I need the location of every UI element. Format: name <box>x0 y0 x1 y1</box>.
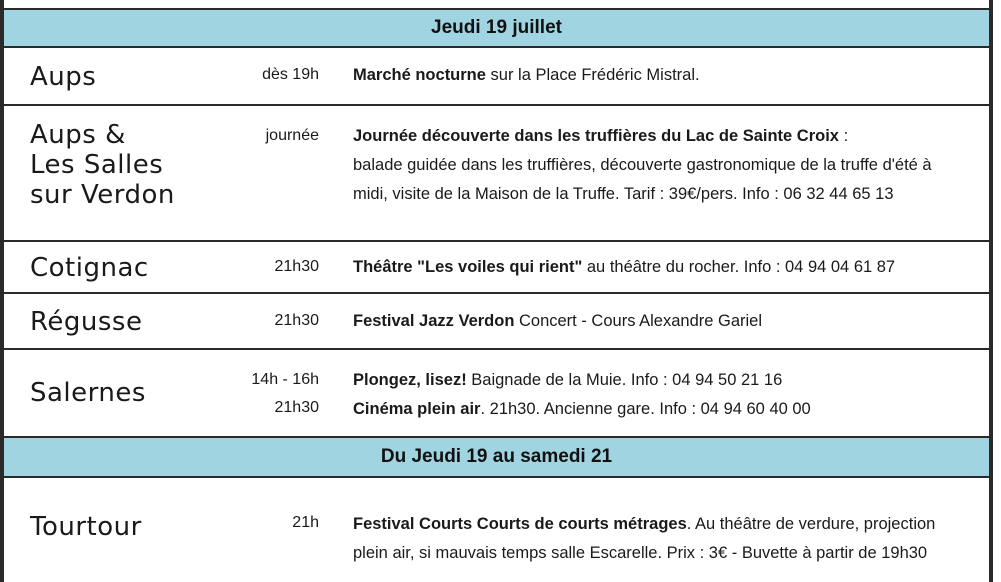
event-description <box>353 61 975 90</box>
event-text: balade guidée dans les truffières, découverte gastronomique de la truffe d'été à <box>353 156 932 174</box>
town-name: Cotignac <box>30 253 149 283</box>
event-row-regusse <box>4 294 989 350</box>
event-title: Festival Courts Courts de courts métrages <box>353 515 687 533</box>
event-text: : <box>839 127 849 145</box>
event-text: plein air, si mauvais temps salle Escarelle. Prix : 3€ - Buvette à partir de 19h30 <box>353 544 928 562</box>
event-description <box>353 122 975 209</box>
event-text: Concert - Cours Alexandre Gariel <box>514 312 763 330</box>
event-description <box>353 510 975 568</box>
event-title: Cinéma plein air <box>353 400 481 418</box>
event-description <box>353 307 975 336</box>
town-name: Aups <box>30 62 97 92</box>
event-title: Marché nocturne <box>353 66 486 84</box>
event-text: . Au théâtre de verdure, projection <box>686 515 936 533</box>
town-name: Salernes <box>30 378 146 408</box>
event-description <box>353 366 975 424</box>
event-title: Festival Jazz Verdon <box>353 312 515 330</box>
section-header-jeudi-19 <box>4 8 989 48</box>
event-time-2: 21h30 <box>274 399 319 416</box>
event-description <box>353 253 975 282</box>
event-time-1: 14h - 16h <box>251 371 319 388</box>
event-row-cotignac <box>4 242 989 294</box>
section-title: Du Jeudi 19 au samedi 21 <box>380 446 613 467</box>
section-header-jeudi-19-samedi-21 <box>4 436 989 478</box>
event-time: dès 19h <box>262 66 319 83</box>
event-time: 21h <box>292 514 319 531</box>
town-name: Aups & Les Salles sur Verdon <box>30 120 175 210</box>
event-title: Journée découverte dans les truffières du Lac de Sainte Croix <box>353 127 839 145</box>
event-text: . 21h30. Ancienne gare. Info : 04 94 60 40 00 <box>480 400 811 418</box>
event-text: Baignade de la Muie. Info : 04 94 50 21 16 <box>466 371 783 389</box>
event-title: Théâtre "Les voiles qui rient" <box>353 258 583 276</box>
section-title: Jeudi 19 juillet <box>431 17 562 38</box>
event-time: 21h30 <box>274 312 319 329</box>
event-row-aups <box>4 48 989 106</box>
event-row-aups-les-salles <box>4 106 989 242</box>
event-time <box>251 366 319 422</box>
event-time: journée <box>265 127 319 144</box>
event-row-tourtour <box>4 478 989 582</box>
event-text: midi, visite de la Maison de la Truffe. Tarif : 39€/pers. Info : 06 32 44 65 13 <box>353 185 894 203</box>
town-name: Régusse <box>30 307 143 337</box>
event-title: Plongez, lisez! <box>353 371 467 389</box>
town-name: Tourtour <box>30 512 142 542</box>
event-row-salernes <box>4 350 989 436</box>
event-time: 21h30 <box>274 258 319 275</box>
event-text: au théâtre du rocher. Info : 04 94 04 61 87 <box>582 258 896 276</box>
event-text: sur la Place Frédéric Mistral. <box>485 66 700 84</box>
